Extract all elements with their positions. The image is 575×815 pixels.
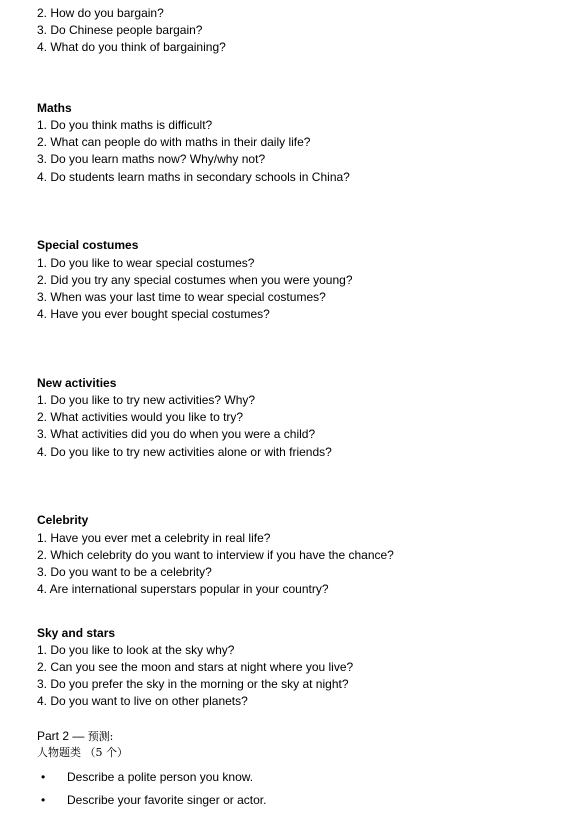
question-item: 4. Have you ever bought special costumes? [37, 307, 270, 321]
question-item: 4. Do students learn maths in secondary schools in China? [37, 170, 350, 184]
part2-heading-cjk: 预测: [87, 730, 114, 743]
question-item: 1. Do you like to wear special costumes? [37, 256, 255, 270]
question-item: 1. Do you like to try new activities? Why? [37, 393, 256, 407]
question-item: 1. Do you think maths is difficult? [37, 118, 213, 132]
question-item: 1. Have you ever met a celebrity in real life? [37, 531, 271, 545]
bullet-text: Describe a polite person you know. [67, 770, 254, 784]
question-item: 3. Do you learn maths now? Why/why not? [37, 152, 266, 166]
part2-subheading: 人物题类 （5 个） [37, 746, 128, 759]
question-item: 3. When was your last time to wear special costumes? [37, 290, 326, 304]
question-item: 2. Can you see the moon and stars at night where you live? [37, 660, 354, 674]
part2-heading [37, 729, 113, 744]
question-item: 3. Do you prefer the sky in the morning or the sky at night? [37, 677, 349, 691]
question-item: 4. Do you want to live on other planets? [37, 694, 248, 708]
question-item: 3. Do you want to be a celebrity? [37, 565, 212, 579]
question-item: 4. Do you like to try new activities alone or with friends? [37, 445, 332, 459]
section-heading-sky-and-stars: Sky and stars [37, 626, 116, 640]
bullet-icon: • [41, 793, 46, 807]
section-heading-maths: Maths [37, 101, 72, 115]
question-item: 2. Which celebrity do you want to interview if you have the chance? [37, 548, 394, 562]
section-heading-new-activities: New activities [37, 376, 117, 390]
bullet-icon: • [41, 770, 46, 784]
bullet-text: Describe your favorite singer or actor. [67, 793, 267, 807]
part2-heading-latin: Part 2 — [37, 729, 88, 743]
question-item: 1. Do you like to look at the sky why? [37, 643, 235, 657]
question-item: 2. What can people do with maths in their daily life? [37, 135, 311, 149]
intro-question: 2. How do you bargain? [37, 6, 164, 20]
question-item: 3. What activities did you do when you were a child? [37, 427, 316, 441]
question-item: 4. Are international superstars popular in your country? [37, 582, 329, 596]
question-item: 2. What activities would you like to try? [37, 410, 244, 424]
section-heading-special-costumes: Special costumes [37, 238, 139, 252]
intro-question: 4. What do you think of bargaining? [37, 40, 226, 54]
intro-question: 3. Do Chinese people bargain? [37, 23, 203, 37]
question-item: 2. Did you try any special costumes when you were young? [37, 273, 353, 287]
section-heading-celebrity: Celebrity [37, 513, 89, 527]
